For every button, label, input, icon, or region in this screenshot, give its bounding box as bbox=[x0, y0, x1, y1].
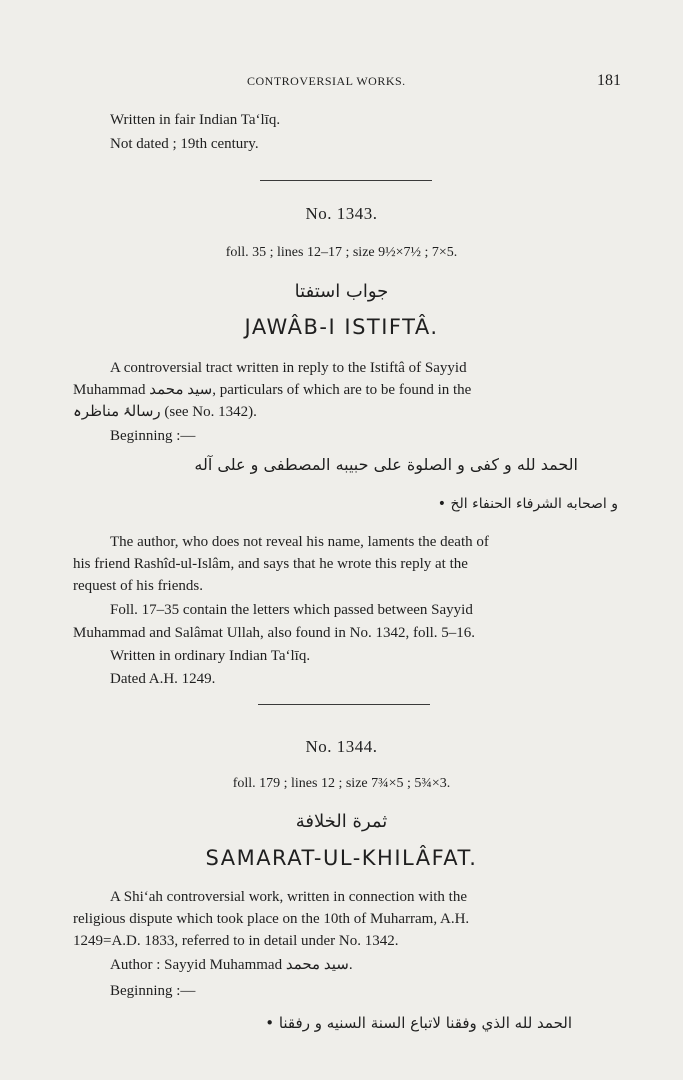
running-head-title: CONTROVERSIAL WORKS. bbox=[247, 74, 406, 88]
beginning-label: Beginning :— bbox=[110, 428, 196, 444]
arabic-incipit: الحمد لله و کفی و الصلوة علی حبیبه المصطفی و علی آله bbox=[194, 455, 578, 474]
author-line: Author : Sayyid Muhammad سید محمد. bbox=[110, 957, 353, 973]
text-line: Dated A.H. 1249. bbox=[110, 671, 216, 687]
text-line: A controversial tract written in reply to the Istiftâ of Sayyid bbox=[110, 360, 467, 376]
arabic-title: ثمرة الخلافة bbox=[295, 811, 388, 832]
section-divider bbox=[258, 704, 430, 705]
running-head bbox=[0, 74, 683, 94]
text-line: Written in ordinary Indian Ta‘līq. bbox=[110, 648, 311, 664]
text-line: رسالۂ مناظرہ (see No. 1342). bbox=[73, 404, 257, 420]
folio-description: foll. 35 ; lines 12–17 ; size 9½×7½ ; 7×5. bbox=[225, 245, 458, 260]
text-line: Foll. 17–35 contain the letters which passed between Sayyid bbox=[110, 602, 473, 618]
text-line: Muhammad سید محمد, particulars of which are to be found in the bbox=[73, 382, 472, 398]
entry-title: SAMARAT-UL-KHILÂFAT. bbox=[205, 846, 478, 870]
text-line: his friend Rashîd-ul-Islâm, and says that he wrote this reply at the bbox=[73, 556, 468, 572]
text-line: religious dispute which took place on the 10th of Muharram, A.H. bbox=[73, 911, 470, 927]
text-line: Written in fair Indian Ta‘līq. bbox=[110, 112, 281, 128]
entry-title: JAWÂB-I ISTIFTÂ. bbox=[244, 315, 439, 339]
text-line: Muhammad and Salâmat Ullah, also found in No. 1342, foll. 5–16. bbox=[73, 625, 476, 641]
entry-number: No. 1344. bbox=[305, 737, 378, 756]
text-line: A Shi‘ah controversial work, written in connection with the bbox=[110, 889, 468, 905]
arabic-title: جواب استفتا bbox=[294, 281, 389, 302]
text-line: 1249=A.D. 1833, referred to in detail under No. 1342. bbox=[73, 933, 399, 949]
text-line: The author, who does not reveal his name, laments the death of bbox=[110, 534, 489, 550]
text-line: request of his friends. bbox=[73, 578, 203, 594]
entry-number: No. 1343. bbox=[305, 204, 378, 223]
page-number: 181 bbox=[597, 72, 621, 89]
text-line: Not dated ; 19th century. bbox=[110, 136, 259, 152]
beginning-label: Beginning :— bbox=[110, 983, 196, 999]
folio-description: foll. 179 ; lines 12 ; size 7¾×5 ; 5¾×3. bbox=[232, 776, 451, 791]
arabic-incipit: و اصحابه الشرفاء الحنفاء الخ • bbox=[437, 496, 618, 512]
arabic-incipit: الحمد لله الذي وفقنا لاتباع السنة السنیه و رفقنا • bbox=[265, 1014, 572, 1032]
section-divider bbox=[260, 180, 432, 181]
